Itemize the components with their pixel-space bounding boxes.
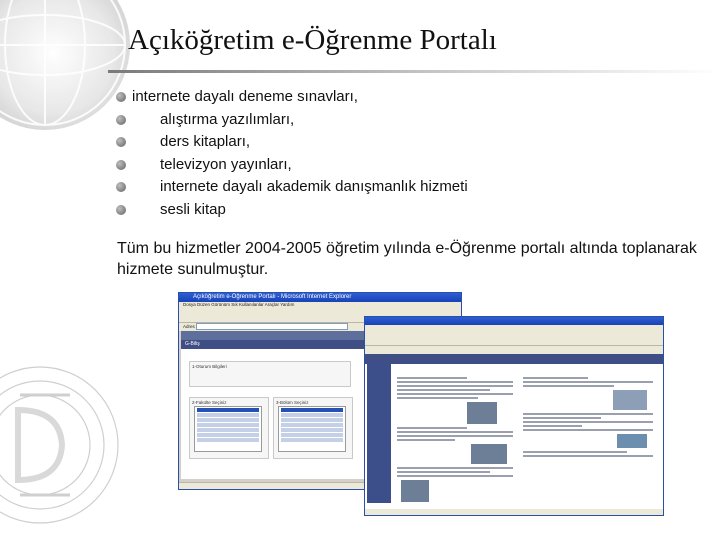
page-header: G-Biliş (181, 340, 459, 349)
bullet-icon (116, 115, 126, 125)
window-titlebar (365, 317, 663, 325)
faculty-box-title: 2-Fakülte Seçiniz (192, 400, 227, 405)
department-list (278, 406, 346, 452)
bullet-icon (116, 160, 126, 170)
summary-paragraph: Tüm bu hizmetler 2004-2005 öğretim yılında e-Öğrenme portalı altında toplanarak hizmete sunulmuştur. (117, 240, 697, 278)
list-item: sesli kitap (116, 199, 468, 222)
faculty-list (194, 406, 262, 452)
bullet-icon (116, 92, 126, 102)
portal-content-screenshot (364, 316, 664, 516)
university-seal-icon (0, 350, 120, 540)
menu-bar: Dosya Düzen Görünüm Sık Kullanılanlar Araçlar Yardım (179, 302, 461, 308)
bullet-icon (116, 137, 126, 147)
session-box (189, 361, 351, 387)
content-column-left (397, 375, 513, 511)
list-item: internete dayalı deneme sınavları, (116, 86, 468, 109)
department-box (273, 397, 353, 459)
list-item: internete dayalı akademik danışmanlık hizmeti (116, 176, 468, 199)
bullet-icon (116, 205, 126, 215)
page-title: Açıköğretim e-Öğrenme Portalı (128, 24, 497, 56)
menu-bar (365, 325, 663, 333)
status-bar (365, 509, 663, 515)
list-item: alıştırma yazılımları, (116, 109, 468, 132)
page-banner (365, 354, 663, 364)
address-field (196, 323, 348, 330)
page-sidebar (367, 363, 391, 503)
faculty-box (189, 397, 269, 459)
list-item: ders kitapları, (116, 131, 468, 154)
bullet-icon (116, 182, 126, 192)
bullet-list (116, 86, 468, 221)
title-underline (108, 70, 720, 73)
window-title: Açıköğretim e-Öğrenme Portalı - Microsoft Internet Explorer (179, 293, 461, 302)
decorative-globe (0, 0, 130, 130)
list-item: televizyon yayınları, (116, 154, 468, 177)
session-box-title: 1-Oturum Bilgileri (192, 364, 227, 369)
address-bar (365, 346, 663, 354)
content-column-right (523, 375, 653, 511)
address-label: Adres (183, 324, 195, 329)
toolbar (365, 333, 663, 346)
department-box-title: 3-Bölüm Seçiniz (276, 400, 309, 405)
